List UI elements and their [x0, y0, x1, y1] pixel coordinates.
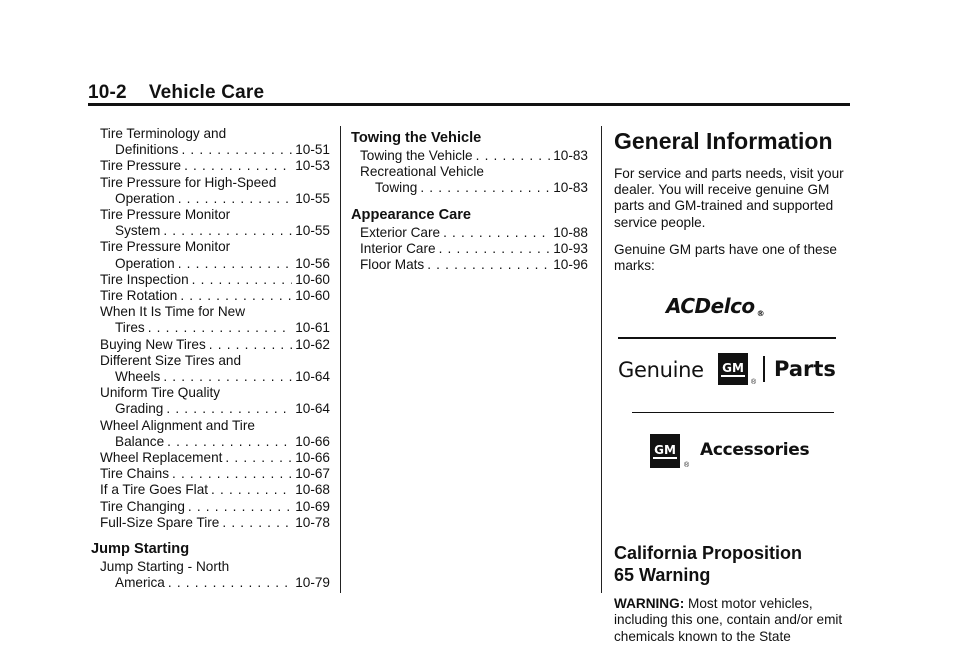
toc-entry-label: Interior Care	[360, 240, 436, 256]
toc-page-number: 10-60	[295, 288, 330, 304]
toc-entry[interactable]	[100, 466, 330, 482]
toc-page-number: 10-96	[553, 257, 588, 273]
toc-leader-dots	[167, 434, 292, 450]
toc-leader-dots	[178, 191, 293, 207]
toc-leader-dots	[181, 142, 292, 158]
toc-entry[interactable]	[100, 559, 330, 591]
toc-page-number: 10-88	[553, 224, 588, 240]
toc-entry-label: System	[115, 223, 161, 239]
toc-page-number: 10-66	[295, 450, 330, 466]
registered-mark: ®	[684, 462, 690, 470]
gm-parts-marks	[614, 292, 854, 542]
toc-heading-towing: Towing the Vehicle	[351, 130, 482, 146]
toc-entry-label: Different Size Tires and	[100, 352, 242, 368]
toc-entry[interactable]	[100, 499, 330, 515]
toc-page-number: 10-83	[553, 148, 588, 163]
toc-leader-dots	[209, 337, 292, 353]
parts-wordmark: Parts	[774, 357, 836, 382]
toc-leader-dots	[163, 369, 292, 385]
toc-page-number: 10-51	[295, 142, 330, 158]
toc-list-towing	[360, 148, 588, 197]
gm-logo-icon: GM	[650, 434, 680, 468]
toc-page-number: 10-55	[295, 223, 330, 239]
toc-entry-label: Floor Mats	[360, 257, 425, 273]
column-divider	[340, 126, 341, 593]
accessories-wordmark: Accessories	[700, 440, 810, 461]
content-column	[614, 128, 854, 656]
toc-page-number: 10-61	[295, 320, 330, 336]
toc-page-number: 10-55	[295, 190, 330, 206]
genuine-wordmark: Genuine	[618, 358, 704, 383]
toc-entry-label: Full-Size Spare Tire	[100, 514, 220, 530]
toc-entry-label: Tire Rotation	[100, 288, 178, 304]
toc-entry-label: Uniform Tire Quality	[100, 385, 221, 401]
toc-leader-dots	[476, 148, 551, 164]
page-header	[88, 82, 264, 104]
toc-entry[interactable]	[100, 126, 330, 158]
header-rule	[88, 103, 850, 106]
toc-leader-dots	[172, 466, 292, 482]
toc-leader-dots	[420, 180, 550, 196]
toc-entry[interactable]	[100, 175, 330, 207]
toc-entry-label: Wheel Alignment and Tire	[100, 417, 255, 433]
toc-entry-label: Operation	[115, 255, 175, 271]
toc-entry[interactable]	[100, 304, 330, 336]
toc-page-number: 10-69	[295, 498, 330, 514]
toc-entry-label: Buying New Tires	[100, 336, 206, 352]
warning-label: WARNING:	[614, 596, 685, 612]
toc-entry-label: When It Is Time for New	[100, 304, 246, 320]
toc-page-number: 10-64	[295, 369, 330, 385]
toc-entry-label: Tire Pressure Monitor	[100, 207, 231, 223]
toc-list-tires	[100, 126, 330, 531]
toc-entry[interactable]	[100, 239, 330, 271]
toc-entry-label: Balance	[115, 433, 165, 449]
column-divider	[601, 126, 602, 593]
toc-entry-label: Tire Chains	[100, 466, 169, 482]
genuine-gm-parts-logo	[618, 353, 842, 393]
toc-page-number: 10-78	[295, 514, 330, 530]
toc-page-number: 10-93	[553, 240, 588, 256]
toc-page-number: 10-83	[553, 180, 588, 196]
toc-leader-dots	[163, 223, 292, 239]
toc-entry[interactable]	[100, 272, 330, 288]
toc-page-number: 10-79	[295, 575, 330, 591]
acdelco-logo: ACDelco ®	[666, 294, 765, 319]
toc-page-number: 10-66	[295, 433, 330, 449]
toc-leader-dots	[443, 225, 550, 241]
toc-entry[interactable]	[100, 353, 330, 385]
toc-leader-dots	[148, 320, 293, 336]
toc-leader-dots	[168, 575, 292, 591]
gm-logo-icon: GM	[718, 353, 748, 385]
toc-page-number: 10-62	[295, 336, 330, 352]
warning-paragraph: WARNING: Most motor vehicles, including this one, contain and/or emit chemicals known to the State	[614, 596, 843, 644]
toc-leader-dots	[178, 256, 293, 272]
toc-entry[interactable]	[100, 288, 330, 304]
toc-entry-label: Wheels	[115, 369, 161, 385]
toc-page-number: 10-56	[295, 255, 330, 271]
toc-entry[interactable]	[360, 164, 588, 196]
toc-entry-label: Operation	[115, 190, 175, 206]
toc-entry-label: Towing the Vehicle	[360, 148, 473, 163]
registered-mark: ®	[751, 379, 757, 387]
toc-entry-label: Tires	[115, 320, 145, 336]
toc-entry[interactable]	[360, 148, 588, 164]
toc-list-jump-starting	[100, 559, 330, 591]
toc-page-number: 10-53	[295, 158, 330, 174]
toc-entry-label: Tire Changing	[100, 498, 185, 514]
toc-entry-label: If a Tire Goes Flat	[100, 482, 209, 498]
toc-page-number: 10-68	[295, 482, 330, 498]
service-paragraph: For service and parts needs, visit your dealer. You will receive genuine GM parts and GM-trained and supported service people.	[614, 166, 844, 230]
toc-entry[interactable]	[100, 418, 330, 450]
toc-entry-label: Tire Terminology and	[100, 126, 227, 141]
toc-entry-label: Exterior Care	[360, 224, 441, 240]
toc-entry-label: Tire Pressure Monitor	[100, 239, 231, 255]
toc-entry-label: Wheel Replacement	[100, 450, 223, 466]
toc-leader-dots	[188, 499, 292, 515]
toc-leader-dots	[211, 482, 292, 498]
toc-entry[interactable]	[100, 450, 330, 466]
toc-entry-label: Tire Pressure	[100, 158, 182, 174]
toc-entry-label: Tire Pressure for High-Speed	[100, 174, 277, 190]
toc-heading-jump-starting: Jump Starting	[91, 541, 190, 558]
toc-entry[interactable]	[360, 257, 588, 273]
toc-leader-dots	[427, 257, 550, 273]
logo-rule	[632, 412, 834, 413]
toc-entry-label: America	[115, 575, 165, 591]
page-number: 10-2	[88, 82, 127, 103]
prop65-heading: California Proposition 65 Warning	[614, 543, 803, 586]
toc-leader-dots	[166, 401, 292, 417]
toc-list-appearance	[360, 225, 588, 274]
general-information-heading: General Information	[614, 128, 833, 154]
toc-leader-dots	[439, 241, 551, 257]
toc-column-1	[91, 126, 330, 591]
toc-heading-appearance: Appearance Care	[351, 206, 472, 223]
toc-entry-label: Grading	[115, 401, 164, 417]
toc-entry-label: Jump Starting - North	[100, 559, 230, 575]
toc-entry[interactable]	[100, 158, 330, 174]
toc-column-2	[351, 130, 588, 273]
toc-entry[interactable]	[100, 337, 330, 353]
logo-separator	[763, 356, 765, 382]
toc-entry[interactable]	[360, 241, 588, 257]
toc-page-number: 10-60	[295, 271, 330, 287]
section-title: Vehicle Care	[148, 82, 265, 103]
toc-entry[interactable]	[100, 207, 330, 239]
toc-entry-label: Tire Inspection	[100, 271, 189, 287]
toc-leader-dots	[192, 272, 293, 288]
toc-entry[interactable]	[100, 385, 330, 417]
toc-entry-label: Definitions	[115, 142, 179, 158]
toc-entry[interactable]	[100, 482, 330, 498]
toc-entry[interactable]	[100, 515, 330, 531]
toc-leader-dots	[184, 158, 292, 174]
toc-entry-label: Towing	[375, 180, 418, 196]
toc-leader-dots	[222, 515, 292, 531]
toc-page-number: 10-64	[295, 401, 330, 417]
toc-page-number: 10-67	[295, 466, 330, 482]
marks-paragraph: Genuine GM parts have one of these marks:	[614, 241, 837, 274]
toc-entry-label: Recreational Vehicle	[360, 164, 484, 180]
toc-leader-dots	[225, 450, 292, 466]
toc-leader-dots	[180, 288, 292, 304]
logo-rule	[618, 337, 836, 339]
toc-entry[interactable]	[360, 225, 588, 241]
